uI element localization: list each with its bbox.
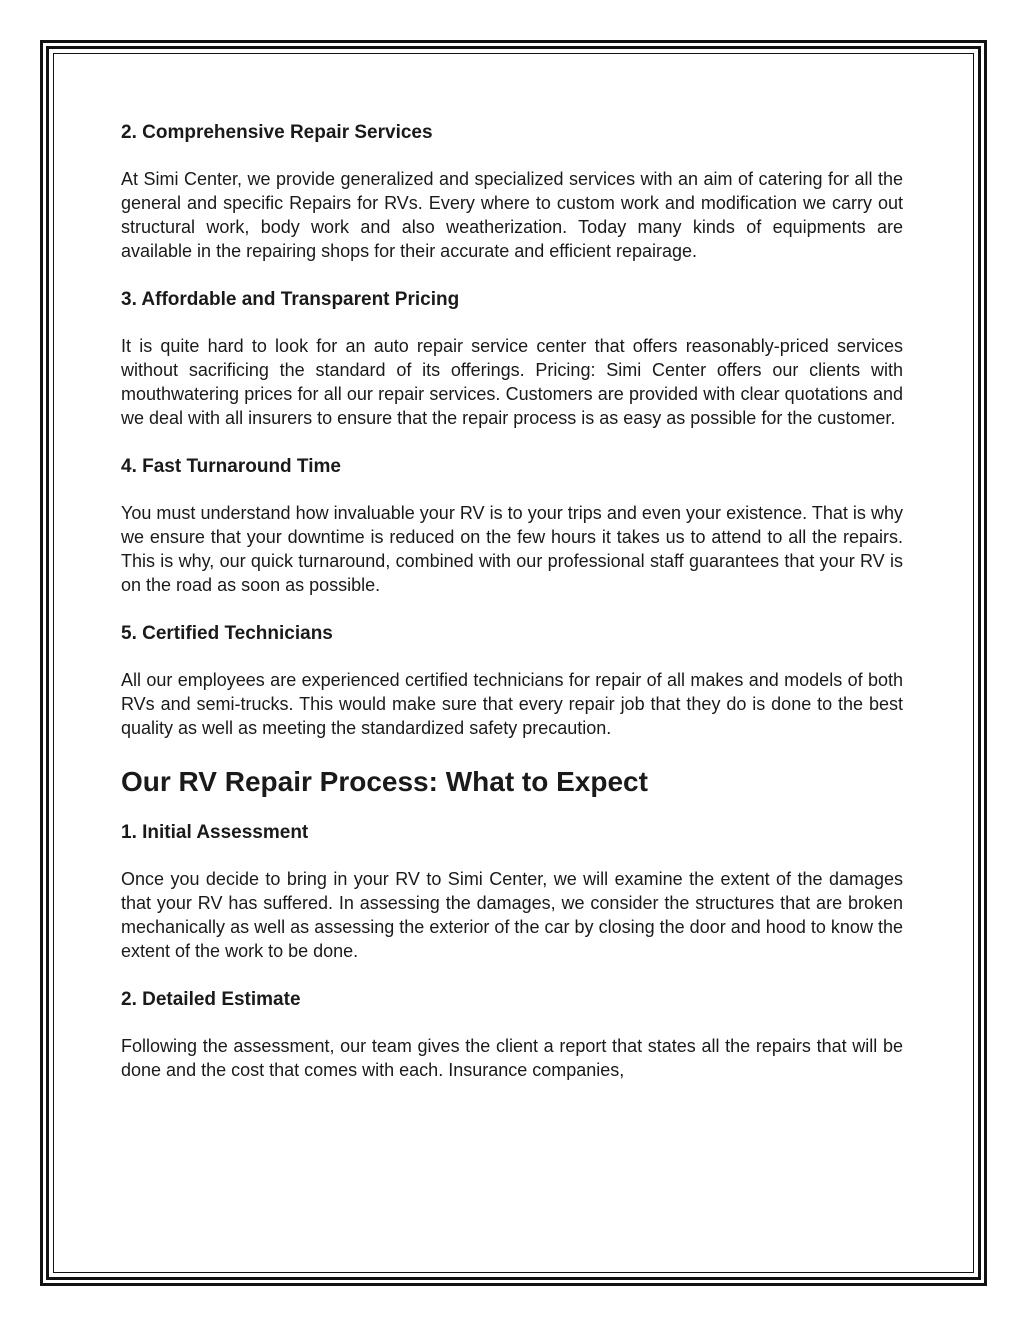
- section-heading-technicians: 5. Certified Technicians: [121, 623, 333, 644]
- section-body-technicians: All our employees are experienced certified technicians for repair of all makes and models of both RVs and semi-trucks. This would make sure that every repair job that they do is done to the best quality as well as meeting the standardized safety precaution.: [121, 670, 903, 738]
- section-heading-pricing: 3. Affordable and Transparent Pricing: [121, 289, 460, 310]
- section-heading-turnaround: 4. Fast Turnaround Time: [121, 456, 341, 477]
- process-body-detailed-estimate: Following the assessment, our team gives the client a report that states all the repairs that will be done and the cost that comes with each. Insurance companies,: [121, 1036, 903, 1080]
- section-body-turnaround: You must understand how invaluable your RV is to your trips and even your existence. That is why we ensure that your downtime is reduced on the few hours it takes us to attend to all the repairs. This is why, our quick turnaround, combined with our professional staff guarantees that your RV is on the road as soon as possible.: [121, 503, 903, 595]
- process-body-initial-assessment: Once you decide to bring in your RV to Simi Center, we will examine the extent of the damages that your RV has suffered. In assessing the damages, we consider the structures that are broken mechanically as well as assessing the exterior of the car by closing the door and hood to know the extent of the work to be done.: [121, 869, 903, 961]
- section-heading-comprehensive-repair: 2. Comprehensive Repair Services: [121, 122, 433, 143]
- document-content: [121, 120, 903, 1106]
- process-title: Our RV Repair Process: What to Expect: [121, 766, 648, 797]
- process-heading-initial-assessment: 1. Initial Assessment: [121, 822, 309, 843]
- section-body-pricing: It is quite hard to look for an auto repair service center that offers reasonably-priced services without sacrificing the standard of its offerings. Pricing: Simi Center offers our clients with mouthwatering prices for all our repair services. Customers are provided with clear quotations and we deal with all insurers to ensure that the repair process is as easy as possible for the customer.: [121, 336, 903, 428]
- process-heading-detailed-estimate: 2. Detailed Estimate: [121, 989, 301, 1010]
- section-body-comprehensive-repair: At Simi Center, we provide generalized and specialized services with an aim of catering for all the general and specific Repairs for RVs. Every where to custom work and modification we carry out structural work, body work and also weatherization. Today many kinds of equipments are available in the repairing shops for their accurate and efficient repairage.: [121, 169, 903, 261]
